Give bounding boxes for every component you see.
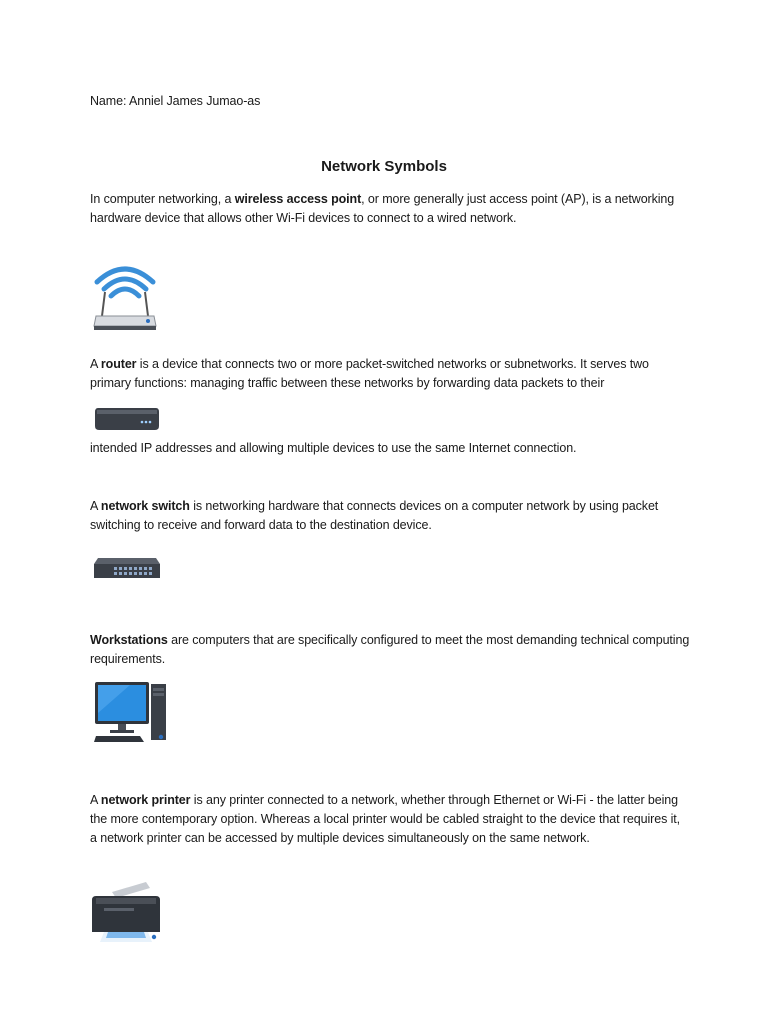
switch-term: network switch (100, 499, 190, 513)
printer-text-pre: A (90, 793, 101, 807)
name-line: Name: Anniel James Jumao-as (90, 94, 261, 108)
network-printer-icon (90, 880, 162, 946)
switch-paragraph (90, 497, 690, 535)
router-continuation: intended IP addresses and allowing multiple devices to use the same Internet connection. (90, 441, 577, 455)
wireless-access-point-icon (92, 260, 158, 332)
workstation-icon (94, 680, 168, 744)
router-text-post: is a device that connects two or more packet-switched networks or subnetworks. It serves two primary functions: managing traffic between these networks by forwarding data packets to their (90, 357, 649, 390)
access-point-text-post: , or more generally just access point (AP), is a networking hardware device that allows other Wi-Fi devices to connect to a wired network. (90, 192, 675, 225)
workstation-term: Workstations (90, 633, 168, 647)
access-point-paragraph (90, 190, 690, 228)
workstation-text-post: are computers that are specifically configured to meet the most demanding technical computing requirements. (90, 633, 690, 666)
switch-text-post: is networking hardware that connects devices on a computer network by using packet switching to receive and forward data to the destination device. (90, 499, 659, 532)
printer-paragraph (90, 791, 690, 848)
page-title: Network Symbols (321, 158, 447, 175)
network-switch-icon (92, 556, 162, 582)
printer-term: network printer (100, 793, 191, 807)
router-term: router (100, 357, 137, 371)
workstation-paragraph (90, 631, 690, 669)
access-point-term: wireless access point (234, 192, 362, 206)
switch-text-pre: A (90, 499, 101, 513)
router-icon (94, 406, 160, 432)
router-text-pre: A (90, 357, 101, 371)
printer-text-post: is any printer connected to a network, whether through Ethernet or Wi-Fi - the latter being the more contemporary option. Whereas a local printer would be cabled straight to the device that requires it, a network printer can be accessed by multiple devices simultaneously on the same network. (90, 793, 681, 845)
router-paragraph (90, 355, 690, 393)
access-point-text-pre: In computer networking, a (90, 192, 235, 206)
